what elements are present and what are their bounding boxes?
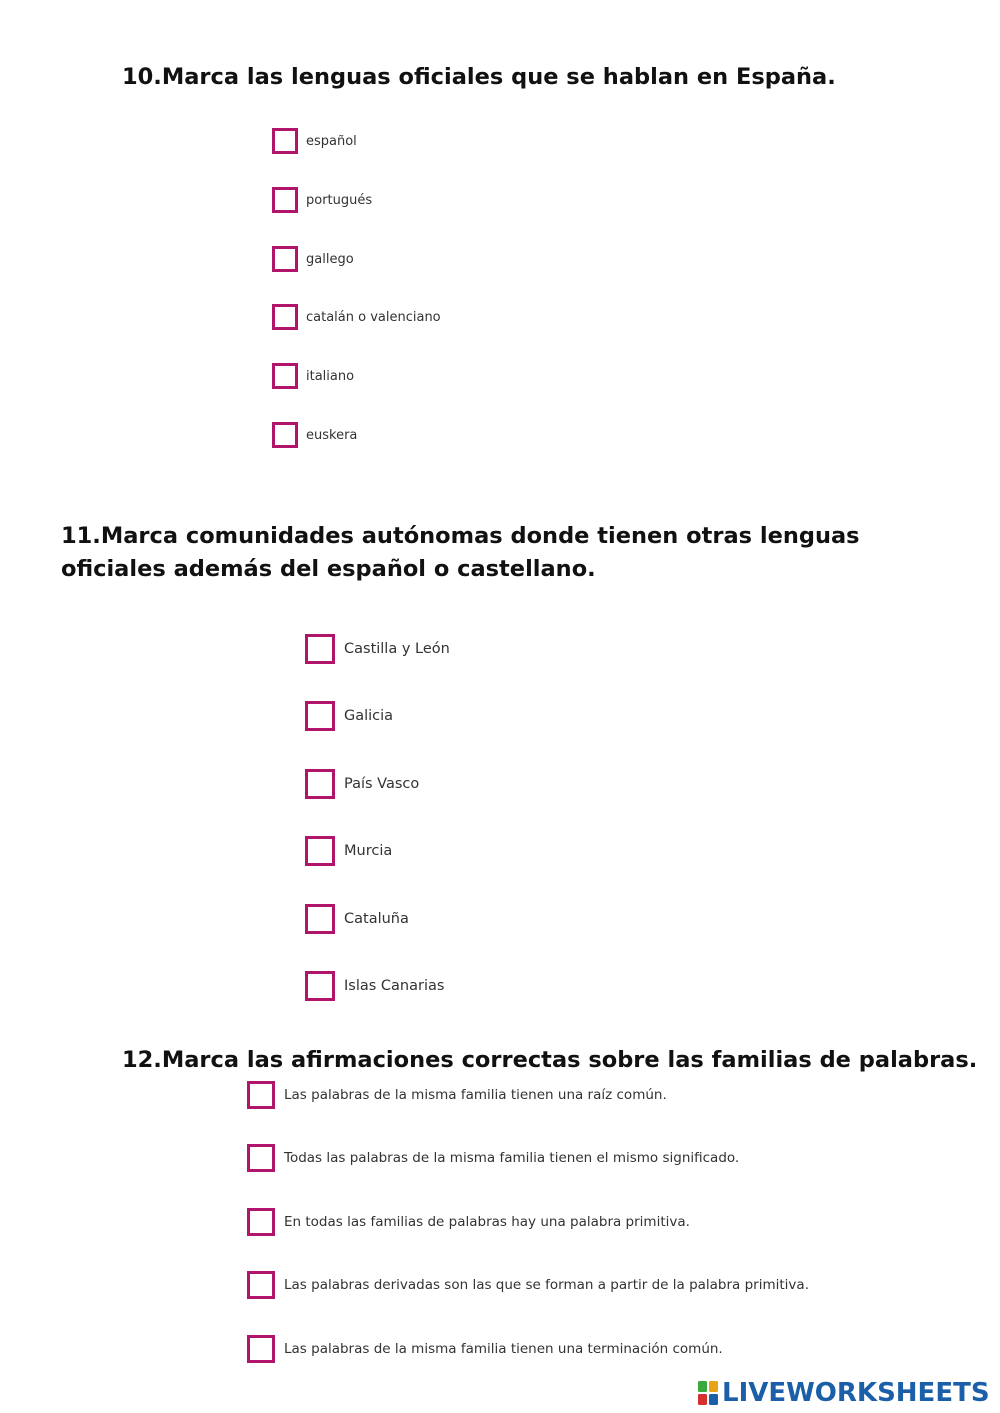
option-label: Islas Canarias (344, 978, 445, 994)
q12-option-2[interactable] (247, 1144, 739, 1172)
option-label: En todas las familias de palabras hay una palabra primitiva. (284, 1214, 690, 1230)
liveworksheets-logo[interactable] (698, 1378, 990, 1408)
q10-option-euskera[interactable] (272, 421, 357, 449)
option-label: Castilla y León (344, 641, 450, 657)
checkbox[interactable] (272, 187, 298, 213)
checkbox[interactable] (305, 971, 335, 1001)
option-label: gallego (306, 251, 354, 267)
q12-option-4[interactable] (247, 1271, 809, 1299)
q11-option-murcia[interactable] (305, 835, 392, 867)
checkbox[interactable] (247, 1081, 275, 1109)
checkbox[interactable] (272, 422, 298, 448)
q10-option-portugues[interactable] (272, 186, 372, 214)
checkbox[interactable] (247, 1271, 275, 1299)
checkbox[interactable] (272, 246, 298, 272)
option-label: Las palabras de la misma familia tienen una raíz común. (284, 1087, 667, 1103)
q10-option-gallego[interactable] (272, 245, 354, 273)
question-12-title: 12.Marca las afirmaciones correctas sobre las familias de palabras. (122, 1047, 978, 1073)
checkbox[interactable] (272, 304, 298, 330)
option-label: español (306, 133, 357, 149)
q12-option-1[interactable] (247, 1081, 667, 1109)
checkbox[interactable] (305, 904, 335, 934)
checkbox[interactable] (305, 701, 335, 731)
q11-option-pais-vasco[interactable] (305, 768, 419, 800)
option-label: Todas las palabras de la misma familia tienen el mismo significado. (284, 1150, 740, 1166)
option-label: euskera (306, 427, 358, 443)
q12-option-5[interactable] (247, 1335, 723, 1363)
question-10-title: 10.Marca las lenguas oficiales que se hablan en España. (122, 64, 836, 90)
q11-option-islas-canarias[interactable] (305, 970, 444, 1002)
q11-option-galicia[interactable] (305, 700, 393, 732)
checkbox[interactable] (247, 1335, 275, 1363)
q12-option-3[interactable] (247, 1208, 690, 1236)
liveworksheets-badge-icon (698, 1381, 718, 1405)
option-label: Galicia (344, 708, 394, 724)
checkbox[interactable] (305, 836, 335, 866)
checkbox[interactable] (272, 128, 298, 154)
checkbox[interactable] (305, 769, 335, 799)
q10-option-italiano[interactable] (272, 362, 354, 390)
checkbox[interactable] (247, 1144, 275, 1172)
option-label: Las palabras de la misma familia tienen una terminación común. (284, 1341, 723, 1357)
q10-option-espanol[interactable] (272, 127, 357, 155)
option-label: italiano (306, 368, 355, 384)
option-label: País Vasco (344, 776, 420, 792)
option-label: Murcia (344, 843, 393, 859)
q11-option-cataluna[interactable] (305, 903, 409, 935)
option-label: catalán o valenciano (306, 309, 441, 325)
q11-option-castilla-y-leon[interactable] (305, 633, 450, 665)
checkbox[interactable] (247, 1208, 275, 1236)
checkbox[interactable] (305, 634, 335, 664)
checkbox[interactable] (272, 363, 298, 389)
option-label: Las palabras derivadas son las que se forman a partir de la palabra primitiva. (284, 1277, 809, 1293)
q10-option-catalan[interactable] (272, 303, 441, 331)
option-label: Cataluña (344, 911, 409, 927)
question-11-title: 11.Marca comunidades autónomas donde tienen otras lenguas oficiales además del español o castellano. (61, 523, 860, 582)
logo-text: LIVEWORKSHEETS (722, 1378, 990, 1408)
option-label: portugués (306, 192, 373, 208)
